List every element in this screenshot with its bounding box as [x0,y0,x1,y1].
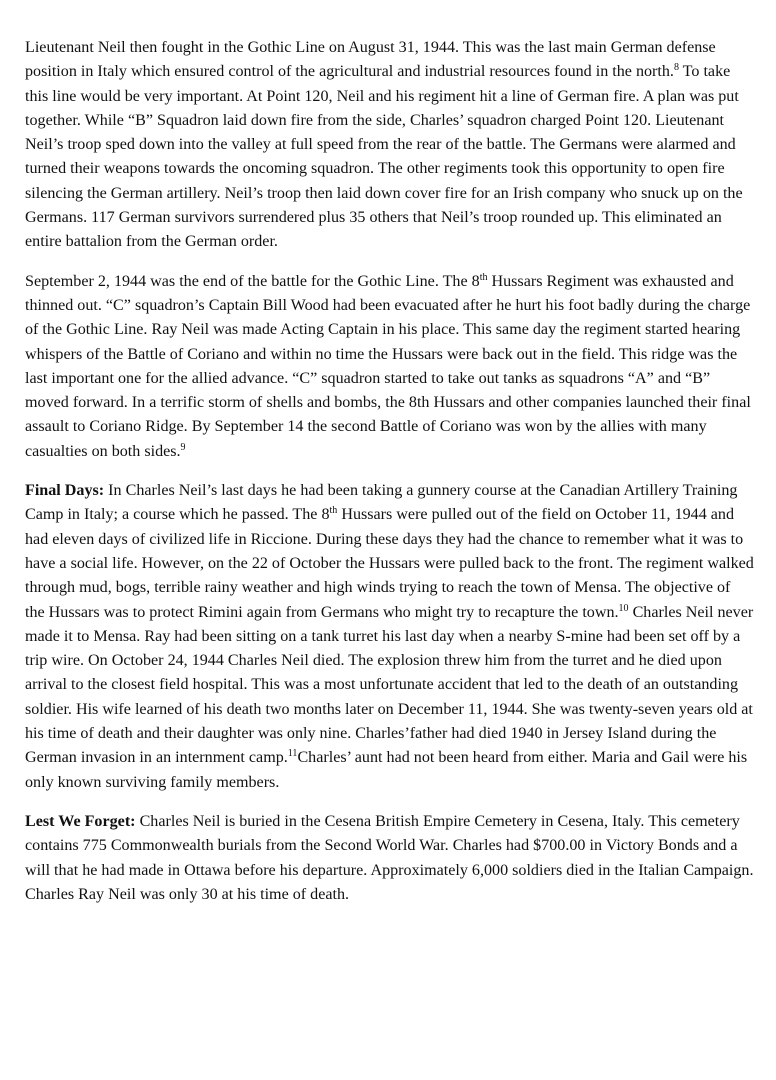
ordinal-superscript: th [329,505,338,517]
footnote-ref-9: 9 [180,441,186,453]
section-heading-lest-we-forget: Lest We Forget: [25,812,136,830]
paragraph-text: Charles’ aunt had not been heard from either. Maria and Gail were his only known surviving family members. [25,749,748,791]
footnote-ref-11: 11 [287,748,298,760]
paragraph-lest-we-forget [25,810,754,907]
paragraph-text: Hussars were pulled out of the field on October 11, 1944 and had eleven days of civilized life in Riccione. During these days they had the chance to remember what it was to have a social life. However, on the 22 of October the Hussars were pulled back to the front. The regiment walked through mud, bogs, terrible rainy weather and high winds trying to reach the town of Mensa. The objective of the Hussars was to protect Rimini again from Germans who might try to recapture the town. [25,506,754,621]
paragraph-text: To take this line would be very important. At Point 120, Neil and his regiment hit a line of German fire. A plan was put together. While “B” Squadron laid down fire from the side, Charles’ squadron charged Point 120. Lieutenant Neil’s troop sped down into the valley at full speed from the rear of the battle. The Germans were alarmed and turned their weapons towards the oncoming squadron. The other regiments took this opportunity to open fire silencing the German artillery. Neil’s troop then laid down cover fire for an Irish company who snuck up on the Germans. 117 German survivors surrendered plus 35 others that Neil’s troop rounded up. This eliminated an entire battalion from the German order. [25,63,743,251]
paragraph-text: Hussars Regiment was exhausted and thinned out. “C” squadron’s Captain Bill Wood had been evacuated after he hurt his foot badly during the charge of the Gothic Line. Ray Neil was made Acting Captain in his place. This same day the regiment started hearing whispers of the Battle of Coriano and within no time the Hussars were back out in the field. This ridge was the last important one for the allied advance. “C” squadron started to take out tanks as squadrons “A” and “B” moved forward. In a terrific storm of shells and bombs, the 8th Hussars and other companies launched their final assault to Coriano Ridge. By September 14 the second Battle of Coriano was won by the allies with many casualties on both sides. [25,272,751,460]
paragraph-text: September 2, 1944 was the end of the battle for the Gothic Line. The 8 [25,272,480,290]
footnote-ref-10: 10 [618,602,629,614]
paragraph-coriano-ridge [25,270,754,464]
paragraph-text: Lieutenant Neil then fought in the Gothic Line on August 31, 1944. This was the last main German defense position in Italy which ensured control of the agricultural and industrial resources found in the north. [25,39,716,81]
paragraph-text: Charles Neil is buried in the Cesena British Empire Cemetery in Cesena, Italy. This cemetery contains 775 Commonwealth burials from the Second World War. Charles had $700.00 in Victory Bonds and a will that he had made in Ottawa before his departure. Approximately 6,000 soldiers died in the Italian Campaign. Charles Ray Neil was only 30 at his time of death. [25,812,754,903]
paragraph-text: In Charles Neil’s last days he had been taking a gunnery course at the Canadian Artillery Training Camp in Italy; a course which he passed. The 8 [25,482,738,524]
footnote-ref-8: 8 [673,62,679,74]
paragraph-final-days [25,479,754,795]
paragraph-gothic-line [25,36,754,255]
section-heading-final-days: Final Days: [25,482,105,500]
ordinal-superscript: th [479,271,488,283]
paragraph-text: Charles Neil never made it to Mensa. Ray had been sitting on a tank turret his last day when a nearby S-mine had been set off by a trip wire. On October 24, 1944 Charles Neil died. The explosion threw him from the turret and he died upon arrival to the closest field hospital. This was a most unfortunate accident that led to the death of an outstanding soldier. His wife learned of his death two months later on December 11, 1944. She was twenty-seven years old at his time of death and their daughter was only nine. Charles’father had died 1940 in Jersey Island during the German invasion in an internment camp. [25,603,754,767]
